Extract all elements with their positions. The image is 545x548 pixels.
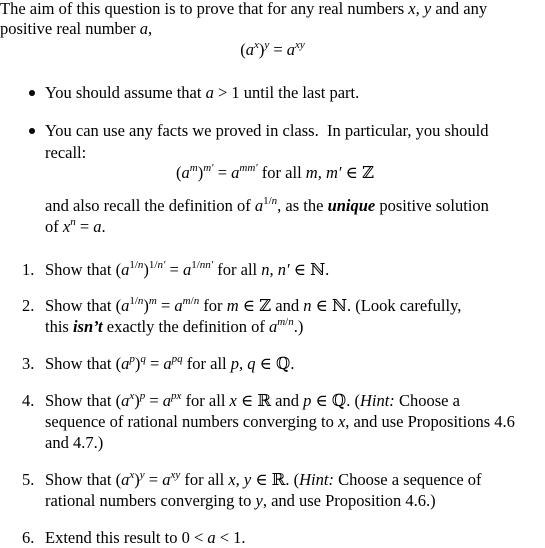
item-number: 6.: [22, 528, 35, 547]
item-number: 3.: [22, 354, 35, 373]
item-2-line-2: this isn’t exactly the definition of $a^{m/n}$.): [45, 316, 304, 336]
item-number: 1.: [22, 260, 35, 279]
item-6-text: Extend this result to 0 < a < 1.: [45, 528, 246, 547]
item-4-line-2: sequence of rational numbers converging to x, and use Propositions 4.6: [45, 412, 515, 431]
item-number: 5.: [22, 470, 35, 489]
item-5-line-2: rational numbers converging to y, and use Proposition 4.6.): [45, 491, 436, 510]
bullet-2-formula: $(a^m)^{m'} = a^{mm'}$ for all m, m′ ∈ ℤ: [176, 162, 374, 182]
intro-formula: $(a^x)^y = a^{xy}$: [240, 39, 305, 59]
item-1-text: Show that $(a^{1/n})^{1/n'} = a^{1/nn'}$ for all n, n′ ∈ ℕ.: [45, 259, 330, 279]
bullet-marker: [29, 90, 35, 96]
bullet-marker: [29, 128, 35, 134]
intro-line-2: positive real number a,: [0, 19, 153, 38]
item-4-line-1: Show that $(a^x)^p = a^{px}$ for all x ∈ ℝ and p ∈ ℚ. (Hint: Choose a: [45, 390, 460, 410]
bullet-2-after-2: of $x^n = a$.: [45, 216, 106, 236]
bullet-2-after-1: and also recall the definition of $a^{1/n}$, as the unique positive solution: [45, 195, 489, 215]
bullet-1-text: You should assume that a > 1 until the last part.: [45, 83, 360, 102]
item-4-line-3: and 4.7.): [45, 433, 104, 452]
item-3-text: Show that $(a^p)^q = a^{pq}$ for all p, q ∈ ℚ.: [45, 353, 295, 373]
item-number: 2.: [22, 296, 35, 315]
item-2-line-1: Show that $(a^{1/n})^m = a^{m/n}$ for m ∈ ℤ and n ∈ ℕ. (Look carefully,: [45, 295, 462, 315]
bullet-2-line-1: You can use any facts we proved in class. In particular, you should: [45, 121, 489, 140]
item-5-line-1: Show that $(a^x)^y = a^{xy}$ for all x, y ∈ ℝ. (Hint: Choose a sequence of: [45, 469, 482, 489]
bullet-2-line-2: recall:: [45, 143, 87, 162]
intro-line-1: The aim of this question is to prove that for any real numbers x, y and any: [0, 0, 488, 18]
item-number: 4.: [22, 391, 35, 410]
